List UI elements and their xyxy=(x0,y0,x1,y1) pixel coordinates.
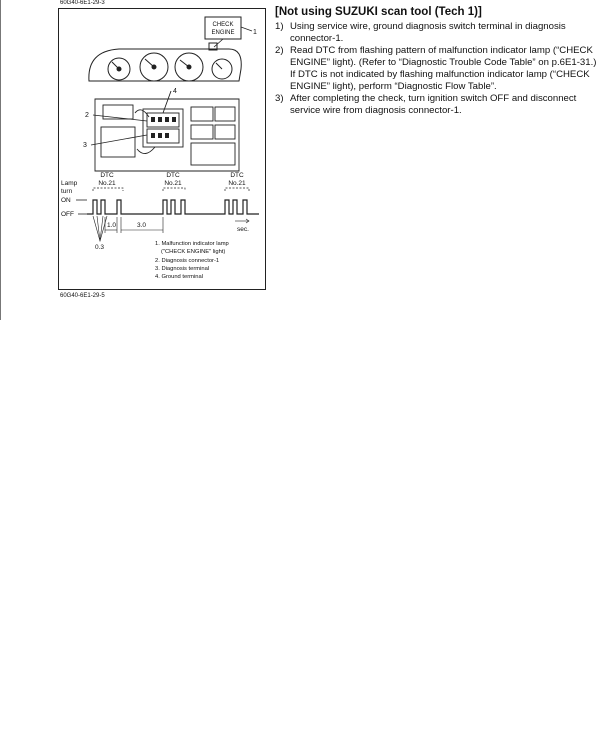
legend-line-4: 3. Diagnosis terminal xyxy=(155,266,210,272)
dtc-brackets xyxy=(93,188,249,191)
timing-off-label: OFF xyxy=(61,211,74,218)
callout-4: 4 xyxy=(173,88,177,95)
page-edge-rule xyxy=(0,0,1,320)
timing-dimensions xyxy=(93,216,249,241)
dim-0-3: 0.3 xyxy=(95,244,105,251)
step-text: After completing the check, turn ignition switch OFF and disconnect service wire from diagnosis connector-1. xyxy=(290,93,577,116)
timing-turn-label: turn xyxy=(61,188,73,195)
instrument-cluster xyxy=(89,43,241,81)
dtc-label-1-line2: No.21 xyxy=(98,180,116,187)
step-number: 2) xyxy=(275,45,284,56)
step-text: Using service wire, ground diagnosis switch terminal in diagnosis connector-1. xyxy=(290,21,566,44)
lamp-text-line1: CHECK xyxy=(212,22,234,28)
legend-line-1: 1. Malfunction indicator lamp xyxy=(155,241,229,247)
legend-line-5: 4. Ground terminal xyxy=(155,274,204,280)
sec-label: sec. xyxy=(237,226,249,233)
lamp-text-line2: ENGINE xyxy=(211,30,235,36)
step-number: 3) xyxy=(275,93,284,104)
figure-drawing xyxy=(59,9,267,291)
section-heading: [Not using SUZUKI scan tool (Tech 1)] xyxy=(275,6,482,18)
steps-list xyxy=(275,21,597,117)
step-item xyxy=(275,21,597,45)
step-text: If DTC is not indicated by flashing malfunction indicator lamp (“CHECK ENGINE” light), perform “Diagnostic Flow Table”. xyxy=(290,69,590,92)
step-number: 1) xyxy=(275,21,284,32)
dim-1-0: 1.0 xyxy=(107,222,117,229)
step-item xyxy=(275,93,597,117)
legend-line-3: 2. Diagnosis connector-1 xyxy=(155,258,220,264)
legend-line-2: ("CHECK ENGINE" light) xyxy=(161,249,226,255)
step-text: Read DTC from flashing pattern of malfunction indicator lamp (“CHECK ENGINE” light). (Refer to “Diagnostic Trouble Code Table” on p.6E1-31.) xyxy=(290,45,597,68)
dtc-label-2-line1: DTC xyxy=(166,172,180,179)
connector-drawing xyxy=(95,91,239,171)
diagnosis-figure xyxy=(58,8,266,290)
figure-code-top: 60G40-6E1-29-3 xyxy=(60,0,105,6)
lamp-pulse-waveform xyxy=(87,200,259,214)
figure-code-bottom: 60G40-6E1-29-5 xyxy=(60,293,105,299)
dtc-label-3-line1: DTC xyxy=(230,172,244,179)
dtc-label-2-line2: No.21 xyxy=(164,180,182,187)
step-item xyxy=(275,45,597,93)
callout-1: 1 xyxy=(253,29,257,36)
dtc-label-3-line2: No.21 xyxy=(228,180,246,187)
dtc-label-1-line1: DTC xyxy=(100,172,114,179)
timing-lamp-label: Lamp xyxy=(61,180,78,187)
dim-3-0: 3.0 xyxy=(137,222,147,229)
timing-on-label: ON xyxy=(61,197,71,204)
callout-3: 3 xyxy=(83,142,87,149)
callout-2: 2 xyxy=(85,112,89,119)
instructions-column xyxy=(275,6,597,117)
